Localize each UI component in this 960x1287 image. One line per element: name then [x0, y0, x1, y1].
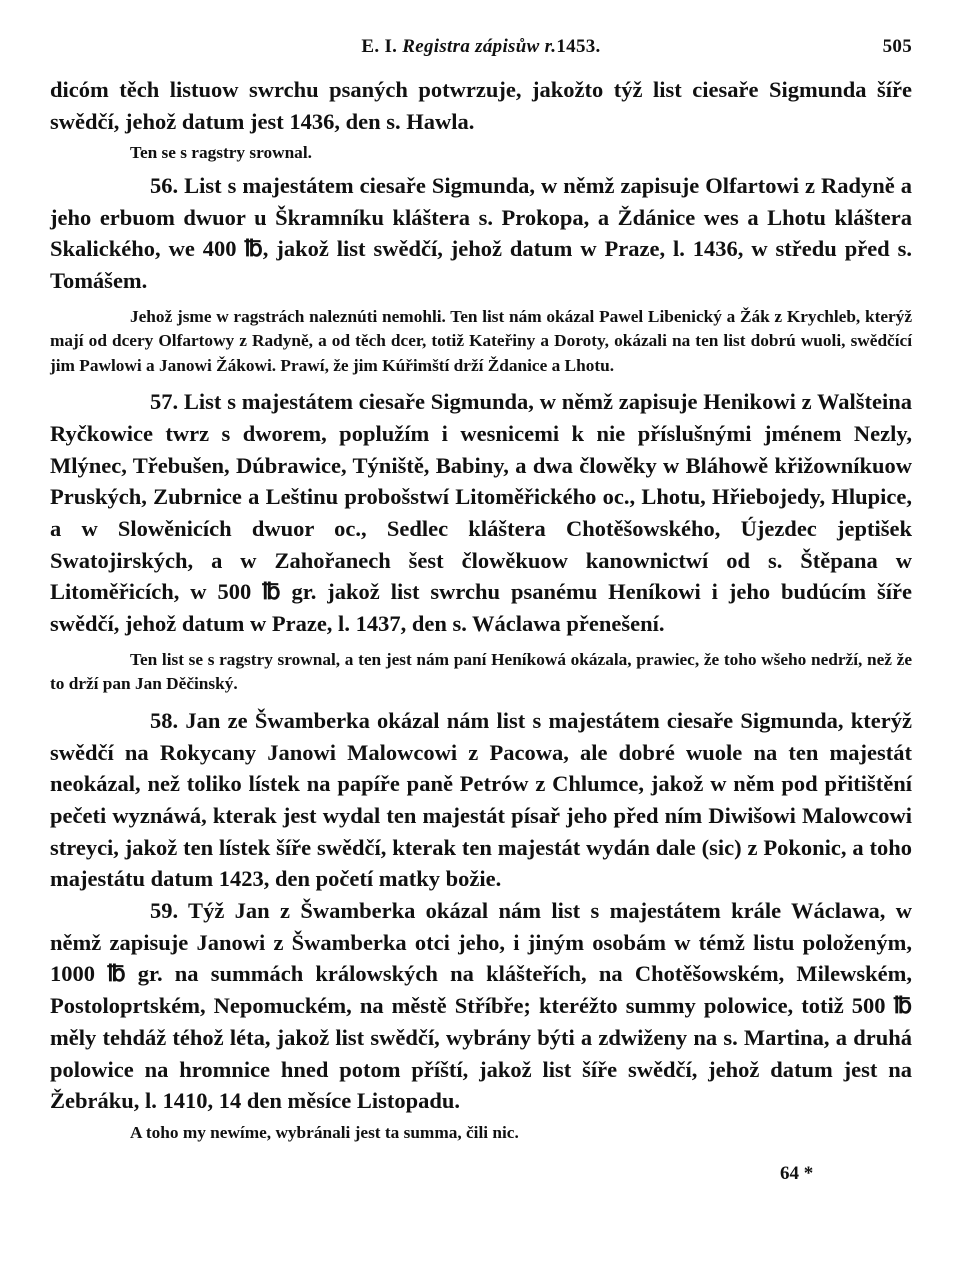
- running-head-year: 1453.: [556, 36, 601, 57]
- running-head-plain: E. I.: [361, 36, 398, 57]
- page-number: 505: [882, 36, 912, 57]
- editor-note: A toho my newíme, wybránali jest ta summa, čili nic.: [130, 1122, 519, 1142]
- body-text: [50, 74, 912, 1145]
- editor-note: Ten list se s ragstry srownal, a ten jest nám paní Heníkowá okázala, prawiec, že toho wšeho nedrží, než že to drží pan Jan Děčinský.: [50, 649, 912, 694]
- running-head: [50, 36, 912, 58]
- editor-note: Jehož jsme w ragstrách naleznúti nemohli. Ten list nám okázal Pawel Libenický a Žák z Krychleb, kterýž mají od dcery Olfartowy z Radyně, a od těch dcer, totiž Kateřiny a Doroty, okázali na ten list dobrú wuoli, swědčící jim Pawlowi a Janowi Žákowi. Prawí, že jim Kúřimští drží Ždanice a Lhotu.: [50, 306, 912, 375]
- signature-mark: 64 *: [780, 1163, 814, 1184]
- running-head-italic: Registra zápisůw r.: [402, 36, 557, 57]
- entry-58: 58. Jan ze Šwamberka okázal nám list s majestátem ciesaře Sigmunda, kterýž swědčí na Rokycany Janowi Malowcowi z Pacowa, ale dobré wuole na ten majestát neokázal, než toliko lístek na papíře paně Petrów z Chlumce, jakož w něm pod přitištění pečeti wyznáwá, kterak jest wydal ten majestát písař jeho před ním Diwišowi Malowcowi streyci, jakož ten lístek šíře swědčí, kterak ten majestát wydán dale (sic) z Pokonic, a toho majestátu datum 1423, den početí matky božie.: [50, 707, 912, 892]
- paragraph-continuation: dicóm těch listuow swrchu psaných potwrzuje, jakožto týž list ciesaře Sigmunda šíře swědčí, jehož datum jest 1436, den s. Hawla.: [50, 77, 912, 134]
- page-header: [50, 36, 912, 62]
- entry-56: 56. List s majestátem ciesaře Sigmunda, w němž zapisuje Olfartowi z Radyně a jeho erbuom dwuor u Škramníku kláštera s. Prokopa, a Ždánice wes a Lhotu kláštera Skalického, we 400 ℔, jakož list swědčí, jehož datum w Praze, l. 1436, w středu před s. Tomášem.: [50, 172, 912, 294]
- entry-59: 59. Týž Jan z Šwamberka okázal nám list s majestátem krále Wáclawa, w němž zapisuje Janowi z Šwamberka otci jeho, i jiným osobám w témž listu položeným, 1000 ℔ gr. na summách králowských na klášteřích, na Chotěšowském, Milewském, Postoloprtském, Nepomuckém, na městě Stříbře; kteréžto summy polowice, totiž 500 ℔ měly tehdáž téhož léta, jakož list swědčí, wybrány býti a zdwiženy na s. Martina, a druhá polowice na hromnice hned potom příští, jakož list šíře swědčí, jehož datum jest na Žebráku, l. 1410, 14 den měsíce Listopadu.: [50, 898, 912, 1114]
- editor-note: Ten se s ragstry srownal.: [130, 143, 312, 163]
- entry-57: 57. List s majestátem ciesaře Sigmunda, w němž zapisuje Henikowi z Walšteina Ryčkowice twrz s dworem, poplužím i wesnicemi k nie příslušnými jménem Nezly, Mlýnec, Třebušen, Dúbrawice, Týniště, Babiny, a dwa člowěky w Bláhowě křižowníkuow Pruských, Zubrnice a Leštinu probošstwí Litoměřického oc., Lhotu, Hřiebojedy, Hlupice, a w Slowěnicích dwuor oc., Sedlec kláštera Chotěšowského, Újezdec jeptišek Swatojirských, a w Zahořanech šest člowěkuow kanownictwí od s. Štěpana w Litoměřicích, w 500 ℔ gr. jakož list swrchu psanému Heníkowi i jeho budúcím šíře swědčí, jehož datum w Praze, l. 1437, den s. Wáclawa přenešení.: [50, 389, 912, 637]
